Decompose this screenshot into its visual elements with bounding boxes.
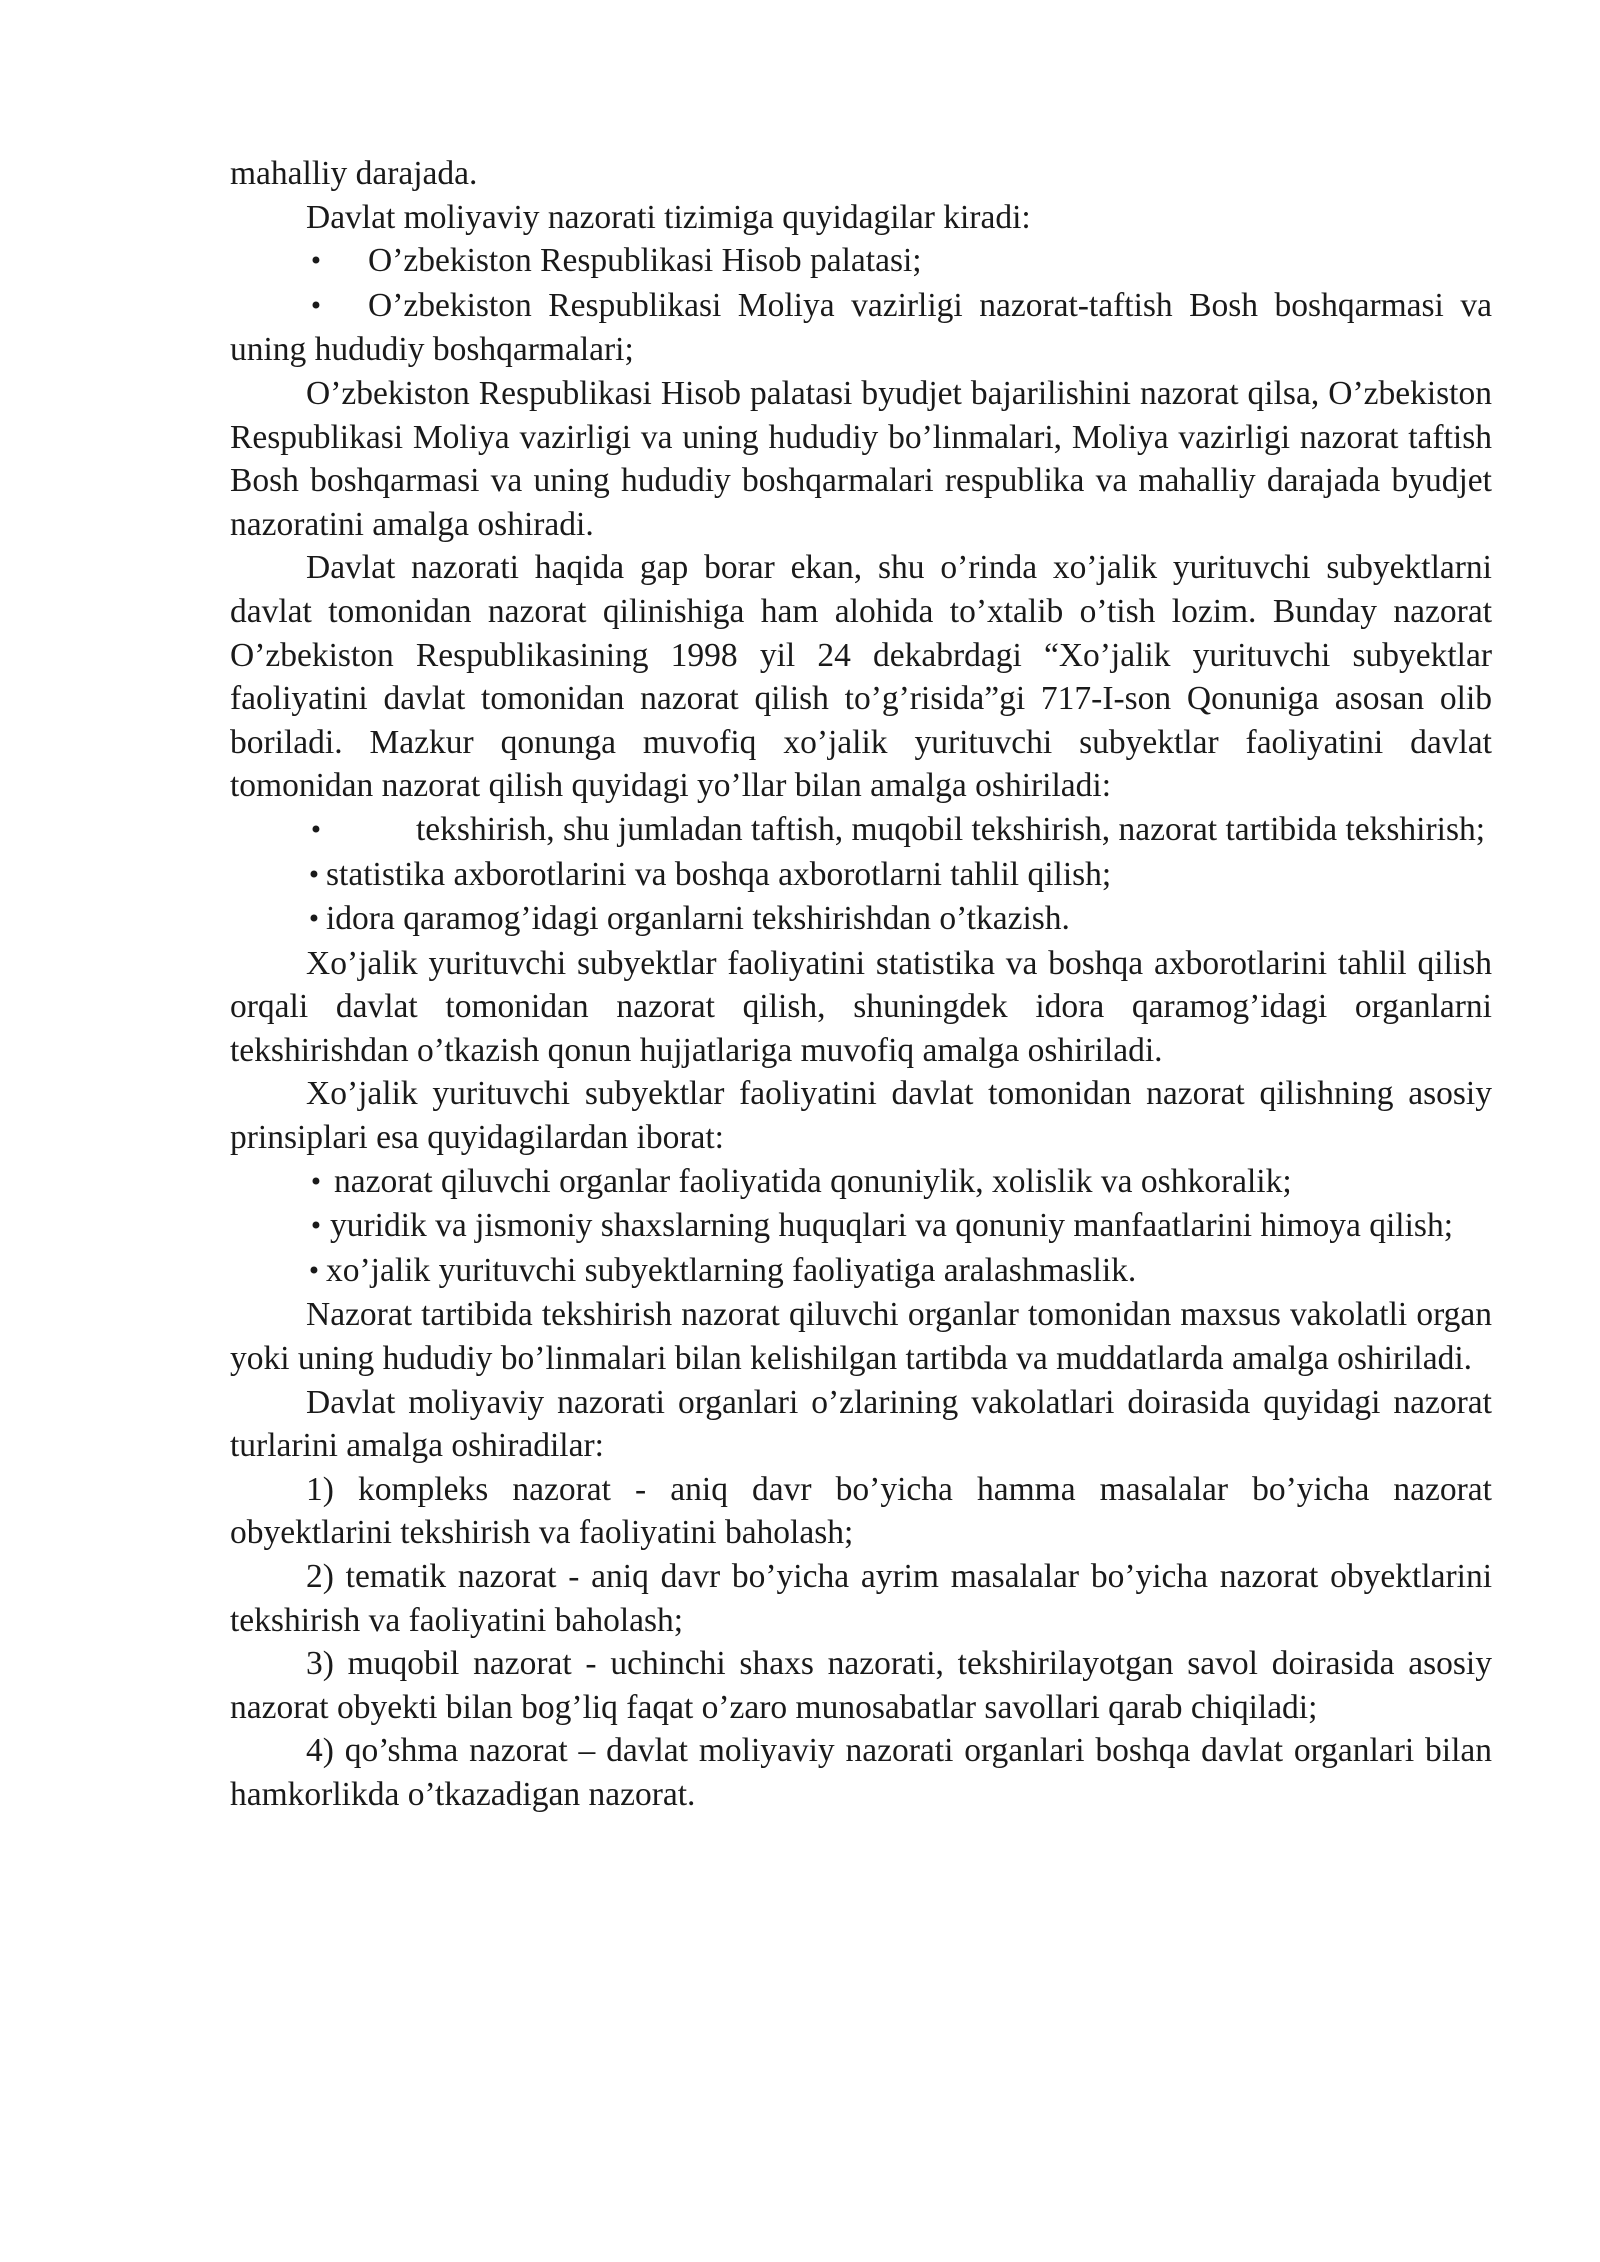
paragraph-principles-intro: Xo’jalik yurituvchi subyektlar faoliyatini davlat tomonidan nazorat qilishning asosiy prinsiplari esa quyidagilardan iborat: [230, 1075, 1492, 1157]
bullet-item-huquqlar [230, 1204, 1492, 1249]
bullet-icon: • [306, 905, 322, 934]
numbered-item-qoshma: 4) qo’shma nazorat – davlat moliyaviy nazorati organlari boshqa davlat organlari bilan hamkorlikda o’tkazadigan nazorat. [230, 1732, 1492, 1813]
bullet-icon: • [306, 1256, 322, 1285]
bullet-icon: • [308, 1212, 324, 1241]
paragraph-state-control: Davlat nazorati haqida gap borar ekan, shu o’rinda xo’jalik yurituvchi subyektlarni davlat tomonidan nazorat qilinishiga ham alohida to’xtalib o’tish lozim. Bunday nazorat O’zbekiston Respublikasining 1998 yil 24 dekabrdagi “Xo’jalik yurituvchi subyektlar faoliyatini davlat tomonidan nazorat qilish to’g’risida”gi 717-I-son Qonuniga asosan olib boriladi. Mazkur qonunga muvofiq xo’jalik yurituvchi subyektlar faoliyatini davlat tomonidan nazorat qilish quyidagi yo’llar bilan amalga oshiriladi: [230, 549, 1492, 805]
bullet-item-tekshirish [230, 808, 1492, 853]
bullet-item-text: tekshirish, shu jumladan taftish, muqobil tekshirish, nazorat tartibida tekshirish; [416, 810, 1486, 848]
bullet-icon: • [308, 815, 324, 844]
numbered-item-kompleks: 1) kompleks nazorat - aniq davr bo’yicha hamma masalalar bo’yicha nazorat obyektlarini tekshirish va faoliyatini baholash; [230, 1470, 1492, 1552]
bullet-item-hisob-palatasi [230, 239, 1492, 284]
numbered-item-tematik: 2) tematik nazorat - aniq davr bo’yicha ayrim masalalar bo’yicha nazorat obyektlarini tekshirish va faoliyatini baholash; [230, 1558, 1492, 1639]
bullet-item-text: yuridik va jismoniy shaxslarning huquqlari va qonuniy manfaatlarini himoya qilish; [330, 1207, 1454, 1245]
bullet-item-text: O’zbekiston Respublikasi Moliya vazirligi nazorat-taftish Bosh boshqarmasi va uning hududiy boshqarmalari; [230, 286, 1492, 369]
document-page [230, 152, 1492, 1817]
paragraph-continuation: mahalliy darajada. [230, 155, 478, 192]
bullet-icon: • [306, 860, 322, 889]
bullet-icon: • [308, 1167, 324, 1196]
bullet-item-aralashmaslik [230, 1249, 1492, 1294]
paragraph-control-types-intro: Davlat moliyaviy nazorati organlari o’zlarining vakolatlari doirasida quyidagi nazorat turlarini amalga oshiradilar: [230, 1383, 1492, 1465]
paragraph-statistics-analysis: Xo’jalik yurituvchi subyektlar faoliyatini statistika va boshqa axborotlarini tahlil qilish orqali davlat tomonidan nazorat qilish, shuningdek idora qaramog’idagi organlarni tekshirishdan o’tkazish qonun hujjatlariga muvofiq amalga oshiriladi. [230, 944, 1492, 1069]
bullet-item-statistika [230, 853, 1492, 898]
bullet-icon: • [308, 247, 324, 276]
bullet-item-idora [230, 897, 1492, 942]
bullet-item-qonuniylik [230, 1160, 1492, 1205]
bullet-item-text: O’zbekiston Respublikasi Hisob palatasi; [368, 242, 922, 280]
bullet-icon: • [308, 291, 324, 320]
numbered-item-muqobil: 3) muqobil nazorat - uchinchi shaxs nazorati, tekshirilayotgan savol doirasida asosiy nazorat obyekti bilan bog’liq faqat o’zaro munosabatlar savollari qarab chiqiladi; [230, 1645, 1492, 1726]
bullet-item-text: idora qaramog’idagi organlarni tekshirishdan o’tkazish. [326, 900, 1070, 938]
bullet-item-text: xo’jalik yurituvchi subyektlarning faoliyatiga aralashmaslik. [326, 1251, 1137, 1289]
paragraph-system-intro: Davlat moliyaviy nazorati tizimiga quyidagilar kiradi: [306, 198, 1031, 236]
bullet-item-text: statistika axborotlarini va boshqa axborotlarni tahlil qilish; [326, 855, 1112, 893]
paragraph-inspection-order: Nazorat tartibida tekshirish nazorat qiluvchi organlar tomonidan maxsus vakolatli organ yoki uning hududiy bo’linmalari bilan kelishilgan tartibda va muddatlarda amalga oshiriladi. [230, 1296, 1492, 1378]
paragraph-hisob-palatasi-role: O’zbekiston Respublikasi Hisob palatasi byudjet bajarilishini nazorat qilsa, O’zbekiston Respublikasi Moliya vazirligi va uning hududiy bo’linmalari, Moliya vazirligi nazorat taftish Bosh boshqarmasi va uning hududiy boshqarmalari respublika va mahalliy darajada byudjet nazoratini amalga oshiradi. [230, 374, 1492, 543]
bullet-item-moliya-vazirligi [230, 284, 1492, 372]
bullet-item-text: nazorat qiluvchi organlar faoliyatida qonuniylik, xolislik va oshkoralik; [334, 1162, 1292, 1200]
